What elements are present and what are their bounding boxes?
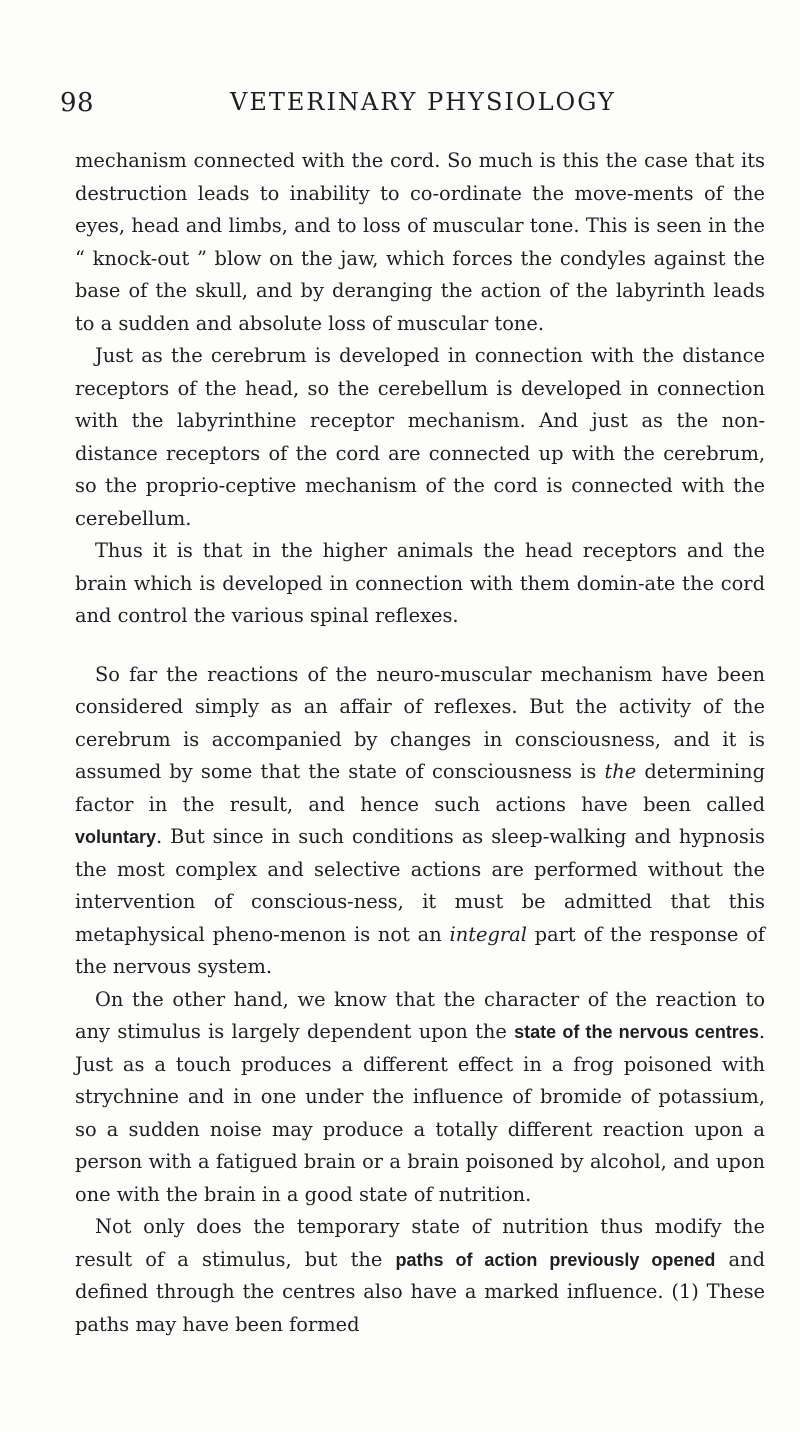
- text-span: mechanism connected with the cord. So much is this the case that its destruction leads to inability to co-ordinate the move-ments of the eyes, head and limbs, and to loss of muscular tone. This is seen in the “ knock-out ” blow on the jaw, which forces the condyles against the base of the skull, and by deranging the action of the labyrinth leads to a sudden and absolute loss of muscular tone.: [75, 149, 765, 335]
- text-span: . But since in such conditions as sleep-walking and hypnosis the most complex and selective actions are performed without the intervention of conscious-ness, it must be admitted that this metaphysical pheno-menon is not an: [75, 825, 765, 946]
- text-span: Not only does the temporary state of nutrition thus modify the result of a stimulus, but the: [75, 1215, 765, 1271]
- paragraph-voluntary-actions: [75, 659, 765, 984]
- bold-emphasis: paths of action previously opened: [395, 1249, 716, 1270]
- text-span: and defined through the centres also have a marked influence. (1) These paths may have been formed: [75, 1247, 765, 1336]
- page-number: 98: [60, 88, 95, 118]
- text-span: part of the response of the nervous system.: [75, 922, 765, 978]
- running-title: VETERINARY PHYSIOLOGY: [230, 88, 616, 116]
- bold-emphasis: state of the nervous centres: [514, 1022, 759, 1042]
- text-span: Just as the cerebrum is developed in connection with the distance receptors of the head, so the cerebellum is developed in connection with the labyrinthine receptor mechanism. And just as the non-distance receptors of the cord are connected up with the cerebrum, so the proprio-ceptive mechanism of the cord is connected with the cerebellum.: [75, 344, 765, 530]
- body-text: [75, 145, 765, 1341]
- paragraph-head-receptors: [75, 535, 765, 633]
- text-span: determining factor in the result, and hence such actions have been called: [75, 760, 765, 816]
- text-span: . Just as a touch produces a different effect in a frog poisoned with strychnine and in one under the influence of bromide of potassium, so a sudden noise may produce a totally different reaction upon a person with a fatigued brain or a brain poisoned by alcohol, and upon one with the brain in a good state of nutrition.: [75, 1020, 766, 1206]
- bold-emphasis: voluntary: [75, 827, 157, 847]
- paragraph-paths-of-action: [75, 1211, 765, 1341]
- text-span: On the other hand, we know that the character of the reaction to any stimulus is largely dependent upon the: [75, 987, 765, 1043]
- page-header: [60, 88, 760, 128]
- text-span: Thus it is that in the higher animals the head receptors and the brain which is developed in connection with them domin-ate the cord and control the various spinal reflexes.: [75, 539, 765, 627]
- text-span: So far the reactions of the neuro-muscular mechanism have been considered simply as an affair of reflexes. But the activity of the cerebrum is accompanied by changes in consciousness, and it is assumed by some that the state of consciousness is: [75, 662, 765, 783]
- italic-emphasis: integral: [449, 922, 527, 946]
- paragraph-cord-mechanism: [75, 145, 765, 340]
- paragraph-state-of-centres: [75, 984, 765, 1212]
- paragraph-cerebellum: [75, 340, 765, 535]
- italic-emphasis: the: [604, 760, 637, 783]
